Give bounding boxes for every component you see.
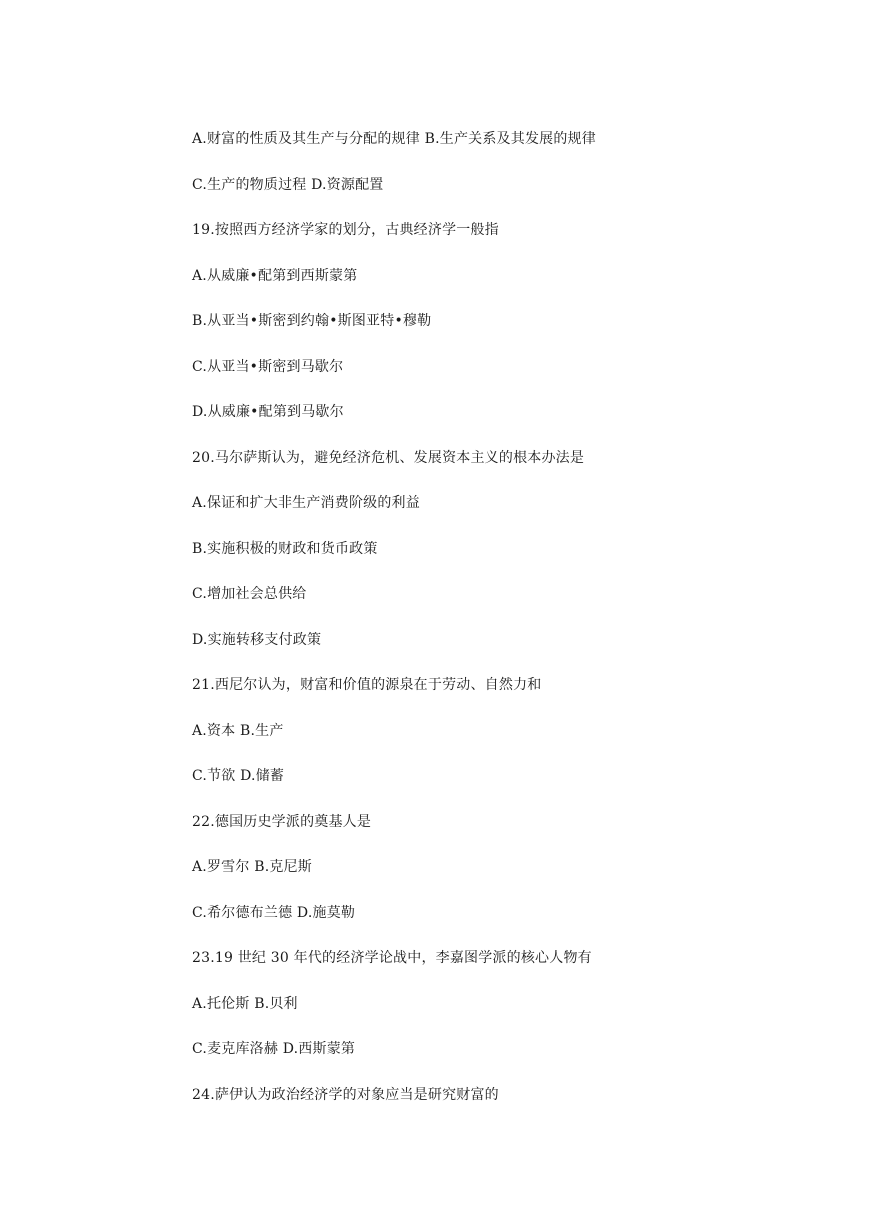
q23-options-cd: C.麦克库洛赫 D.西斯蒙第 xyxy=(192,1041,356,1057)
q21-options-ab: A.资本 B.生产 xyxy=(192,723,284,739)
q23-options-ab: A.托伦斯 B.贝利 xyxy=(192,996,298,1012)
q19-question: 19.按照西方经济学家的划分，古典经济学一般指 xyxy=(192,222,499,238)
q19-option-d: D.从威廉•配第到马歇尔 xyxy=(192,404,344,420)
q22-options-ab: A.罗雪尔 B.克尼斯 xyxy=(192,859,312,875)
q23-question: 23.19 世纪 30 年代的经济学论战中，李嘉图学派的核心人物有 xyxy=(192,950,592,966)
q22-question: 22.德国历史学派的奠基人是 xyxy=(192,814,372,830)
q20-option-b: B.实施积极的财政和货币政策 xyxy=(192,541,378,557)
q21-options-cd: C.节欲 D.储蓄 xyxy=(192,768,285,784)
q20-option-a: A.保证和扩大非生产消费阶级的利益 xyxy=(192,495,420,511)
q20-option-d: D.实施转移支付政策 xyxy=(192,632,322,648)
q22-options-cd: C.希尔德布兰德 D.施莫勒 xyxy=(192,905,356,921)
q20-option-c: C.增加社会总供给 xyxy=(192,586,307,602)
q19-option-c: C.从亚当•斯密到马歇尔 xyxy=(192,359,344,375)
q19-option-b: B.从亚当•斯密到约翰•斯图亚特•穆勒 xyxy=(192,313,432,329)
q20-question: 20.马尔萨斯认为，避免经济危机、发展资本主义的根本办法是 xyxy=(192,450,585,466)
q21-question: 21.西尼尔认为，财富和价值的源泉在于劳动、自然力和 xyxy=(192,677,542,693)
q18-options-ab: A.财富的性质及其生产与分配的规律 B.生产关系及其发展的规律 xyxy=(192,131,596,147)
q18-options-cd: C.生产的物质过程 D.资源配置 xyxy=(192,177,384,193)
q24-question: 24.萨伊认为政治经济学的对象应当是研究财富的 xyxy=(192,1087,499,1103)
q19-option-a: A.从威廉•配第到西斯蒙第 xyxy=(192,268,358,284)
